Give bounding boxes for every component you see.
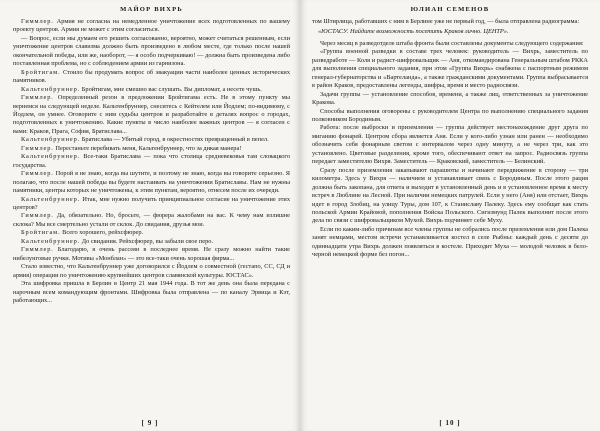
right-paragraph: Работа: после выброски и приземления — группа действует местонахождение друг друга по миганию фонарей. Центром сбора является Аня. Если у кого-либо узнан или ранен — необходимо обозначить себя фонарным светом с интервалом через одну минуту, а не через три, как это установлено. Цветовые разделения, кроме того, обеспечивают ответ на запрос. Радиосвязь группа передает заместителю Вихря. Заместитель — Краковский, заместитель — Белинский. [312, 124, 588, 166]
left-paragraph [13, 170, 290, 195]
paragraph-text: Всего хорошего, рейхсфюрер. [60, 229, 144, 237]
left-paragraph [13, 94, 290, 136]
paragraph-text: До свидания. Рейхсфюрер, вы забыли свое перо. [80, 237, 214, 245]
cipher-message: «ЮСТАСУ. Найдите возможность посетить Краков лично. ЦЕНТР». [318, 28, 509, 36]
paragraph-text: — Вопрос, если мы думаем его решить согласованно, вероятно, может считаться решенным, если уничтожение центров славизма должно быть произведено в любом месте, где только после нашей окончательной победы, или же, наоборот, — я особо подчеркиваю! — должна быть произведена либо поставленная проблема, но с соблюдением армии из гарнизона. [13, 34, 290, 68]
speaker-name: Гиммлер. [21, 246, 54, 254]
speaker-name: Бройтигам. [21, 68, 61, 76]
paragraph-text: Братислава — Убитый город, в окрестностях превращенный в пепел. [80, 136, 269, 144]
paragraph-text: Стало известно, что Кальтенбруннер уже договорился с Йодлем о совместной (гестапо, СС, СД и армия) операции по уничтожению крупнейших центров славянской культуры. ЮСТАС». [13, 263, 290, 279]
paragraph-text: Определенный резон в предложении Бройтигама есть. Не в этому пункту мы вернемся на следующей неделе. Кальтенбруннер, снеситесь с Кейтелем или Йодлем; по-видимому, с Йодлем, он умнее. Оговорите с ним судьбы центров и разработайте в деталях вопрос о городах, подготовленных к уничтожению. Какие пункты в число наиболее важных центров — я согласен с вами: Краков, Прага, София, Братислава... [13, 94, 290, 135]
paragraph-text: Да, обязательно. Но, бросьте, — фюрера жалобами на вас. К чему нам излишне склока? Мы все смертельно устали от склок. До свидания, друзья мои. [13, 212, 290, 228]
right-page-text [312, 18, 588, 260]
speaker-name: Гиммлер. [21, 94, 54, 102]
right-running-head: ЮЛИАН СЕМЕНОВ [410, 6, 490, 13]
paragraph-text: Армия не согласна на немедленное уничтожение всех подготовленных по вашему проекту центров. Армия не может с этим согласиться. [13, 18, 290, 34]
left-paragraph [13, 238, 290, 246]
left-paragraph [13, 153, 290, 170]
left-paragraph [13, 136, 290, 144]
speaker-name: Гиммлер. [21, 18, 54, 25]
right-paragraph: том Штирлица, работавших с ним в Берлине уже не первый год, — была отправлена радиограмма: [312, 18, 580, 25]
right-paragraph: Способы выполнения оговорены с руководителем Центра по выполнению специального задания полковником Бородиным. [312, 107, 588, 123]
speaker-name: Кальтенбруннер. [21, 85, 81, 93]
paragraph-text: Все-таки Братислава — пока что столица средневековья там словацкого государства. [13, 153, 290, 169]
paragraph-text: Эта шифровка пришла в Берлин в Центр 21 мая 1944 года. В тот же день она была передана с нарочным всем командующим фронтами. Шифровка была отправлена — по каналу Эрвица и Кэт, работающих... [13, 280, 290, 304]
paragraph-text: Стоило бы продумать вопрос об эвакуации части наиболее ценных исторических памятников. [13, 68, 290, 85]
left-paragraph [13, 35, 290, 69]
right-paragraph: Через месяц в разведотделе штаба фронта были составлены документы следующего содержания: [320, 39, 584, 47]
right-page-number: [ 10 ] [439, 419, 461, 427]
paragraph-text: Порой я не знаю, когда вы шутите, и поэтому не знаю, когда вы говорите серьезно. Я полагаю, что после нашей победы вы будете настаивать на уничтожении Братиславы. Нам не нужны памятники, центры которых не уничтожены, к этим пунктам, вероятно, отнесем после их очереди. [13, 170, 290, 195]
left-paragraph [13, 280, 290, 305]
left-running-head: МАЙОР ВИХРЬ [120, 6, 183, 13]
speaker-name: Кальтенбруннер. [21, 237, 81, 245]
speaker-name: Кальтенбруннер. [21, 153, 81, 161]
left-paragraph [13, 18, 290, 35]
right-paragraph: Задачи группы — установление способов, времени, а также лиц, ответственных за уничтожение Кракова. [312, 90, 588, 107]
left-paragraph [13, 196, 290, 213]
right-paragraph: «Группа военной разведки в составе трех человек: руководитель — Вихрь, заместитель по разведработе — Коля и радист-шифровальщик — Аня, откомандирована Генеральным штабом РККА для выполнения специального задания, при этом «Группа Вихрь» снабжена с паспортным режимом генерал-губернаторства и «Вартеланда», а также гражданскими документами. Группа выбрасывается в район Краков, предоставлены легенды, шифры, время и место радиосвязи. [312, 48, 588, 90]
paragraph-text: Перестаньте перебивать меня, Кальтенбруннер, что за дикая манера! [53, 144, 242, 152]
left-paragraph [13, 145, 290, 153]
speaker-name: Гиммлер. [21, 212, 54, 220]
left-page-number: [ 9 ] [141, 419, 159, 427]
paragraph-text: Бройтигам, мне смешно вас слушать. Вы дипломат, а несете чушь. [80, 85, 262, 93]
left-paragraph [13, 263, 290, 280]
paragraph-text: Благодарю, я очень рассеян в последнее время. Не сразу можно найти такие нибелунговые ручки. Мотивы «Монблан» — это все-таки очень хорошая фирма... [13, 246, 290, 262]
speaker-name: Гиммлер. [21, 144, 54, 152]
speaker-name: Бройтигам. [21, 229, 61, 237]
right-paragraph: Если по каким-либо причинам все члены группы не собрались после приземления или дом Палека занят немцами, местом встречи устанавливается костел в селе Рыбны: каждый день с десяти до одиннадцати утра Вихрь должен появляться в костеле. Приходит Муха — молодой человек в бело-черной немецкой форме без погон... [312, 225, 588, 259]
left-paragraph [13, 212, 290, 229]
left-paragraph [13, 86, 290, 94]
right-page [300, 0, 600, 431]
paragraph-text: Итак, мне нужно получить принципиальное согласие на уничтожение этих центров? [13, 195, 290, 211]
left-page-text [13, 18, 290, 305]
speaker-name: Кальтенбруннер. [21, 136, 81, 144]
speaker-name: Гиммлер. [21, 170, 54, 178]
right-paragraph: Сразу после приземления закапывают парашюты и начинают передвижение в сторону — три километра. Здесь у Вихря — наличием и устанавливает связь с Бородиным. После этого рация должна быть закопана, для ответа и выходит в установленный день и в установленное время к месту встреч в Люблине на Лесной. При наличии немецких патрулей. Если у него (Аня) или отстает, Вихрь идет в город Злобиц, на улицу Туры, дом 107, к Станиславу Палеку. Здесь ему сообщат как стать польской Армии Крайовой, пополнения Войска Польского. Сигизмунд Палек выполнит после этого дела по связи с шифровальщиком Мухой. Вихрь подчиняет себе Муху. [312, 166, 588, 225]
left-paragraph [13, 69, 290, 86]
speaker-name: Кальтенбруннер. [21, 195, 81, 203]
left-paragraph [13, 229, 290, 237]
left-paragraph [13, 246, 290, 263]
